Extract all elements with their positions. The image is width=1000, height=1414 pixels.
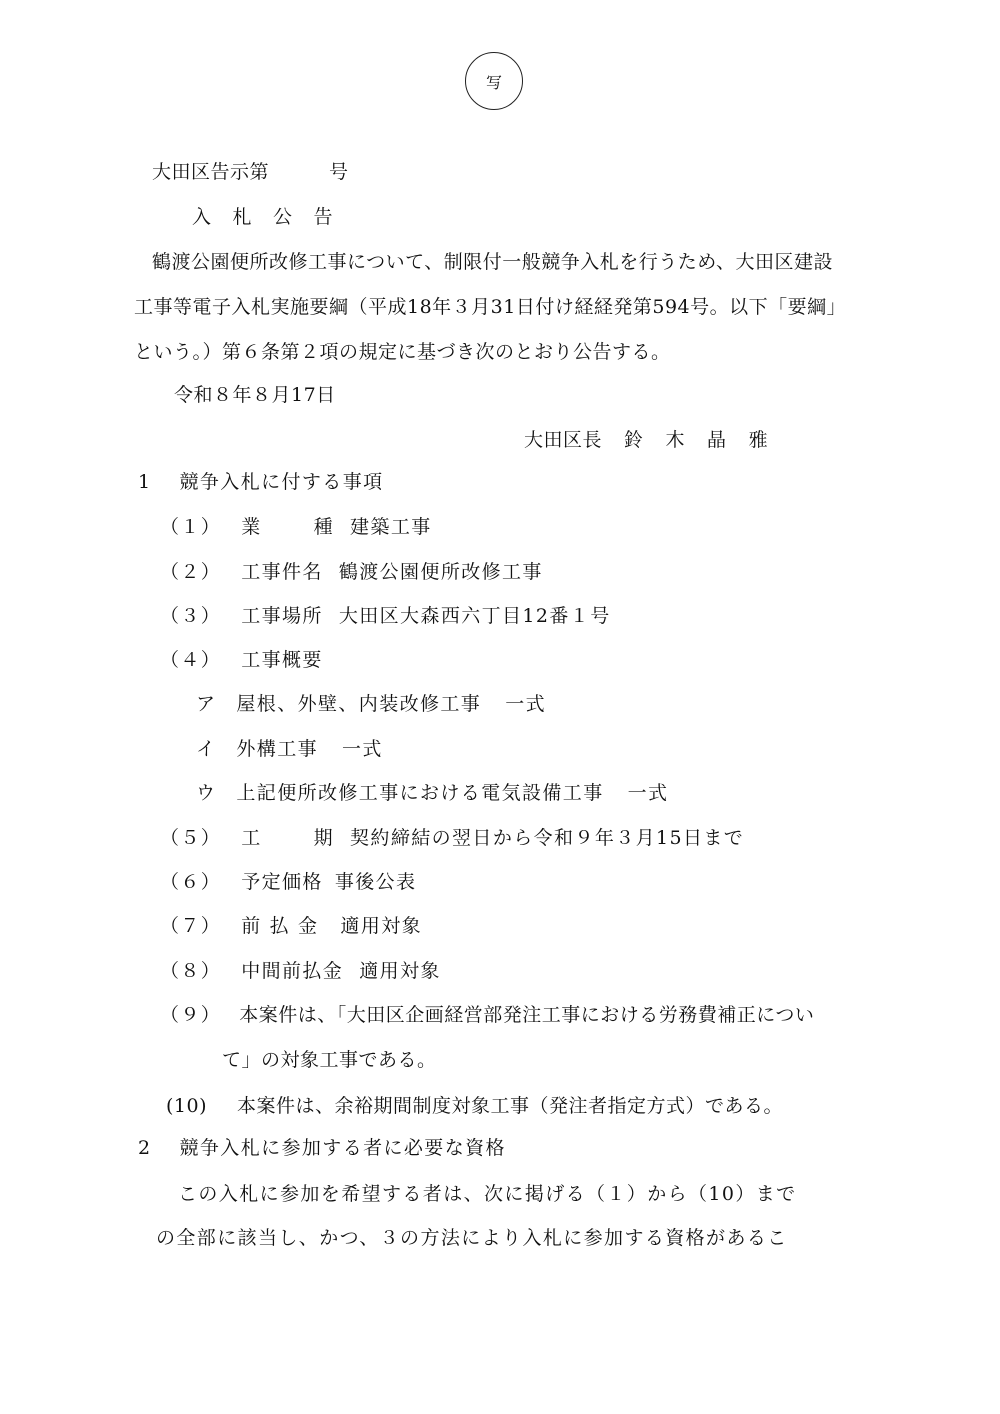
item-row [160, 870, 416, 894]
overview-item [196, 781, 668, 805]
section-1-heading [138, 470, 384, 494]
overview-qty: 一式 [627, 782, 669, 804]
item-value: 適用対象 [359, 960, 441, 982]
item-value: 建築工事 [350, 516, 432, 538]
item-row [160, 959, 441, 983]
overview-qty: 一式 [505, 693, 547, 715]
overview-text: 外構工事 [236, 738, 319, 760]
overview-item [196, 737, 383, 761]
item-text-continued: て」の対象工事である。 [222, 1049, 437, 1071]
item-label: 工 期 [241, 827, 335, 849]
item-label: 工事件名 [241, 561, 323, 583]
intro-line: という。）第６条第２項の規定に基づき次のとおり公告する。 [134, 341, 671, 363]
notice-number-prefix: 大田区告示第 [152, 161, 270, 183]
signatory-name-char: 雅 [748, 429, 769, 451]
notice-number [152, 160, 349, 184]
item-row [160, 648, 323, 672]
item-number: （８） [160, 960, 222, 982]
title-char: 札 [232, 206, 253, 228]
item-number: （１） [160, 516, 222, 538]
item-row [160, 515, 432, 539]
item-value: 大田区大森西六丁目12番１号 [338, 605, 611, 627]
item-value: 適用対象 [340, 915, 423, 937]
item-number: （４） [160, 649, 222, 671]
section-title: 競争入札に付する事項 [179, 471, 384, 493]
overview-mark: ア [196, 693, 217, 715]
title-char: 告 [313, 206, 334, 228]
item-label: 工事概要 [241, 649, 323, 671]
item-number: （７） [160, 915, 222, 937]
item-row [166, 1094, 783, 1118]
section-number: 1 [138, 471, 152, 493]
item-number: （３） [160, 605, 222, 627]
overview-qty: 一式 [342, 738, 383, 760]
item-row [160, 914, 422, 938]
item-text: 本案件は、余裕期間制度対象工事（発注者指定方式）である。 [237, 1095, 784, 1117]
signatory-title: 大田区長 [524, 429, 603, 451]
item-value: 鶴渡公園便所改修工事 [338, 561, 543, 583]
overview-mark: イ [196, 738, 217, 760]
item-number: （２） [160, 561, 222, 583]
title-char: 公 [273, 206, 293, 228]
section-2-heading [138, 1136, 506, 1160]
item-text: 本案件は、「大田区企画経営部発注工事における労務費補正につい [239, 1004, 815, 1026]
item-label: 前 払 金 [241, 915, 319, 937]
item-number: (10) [166, 1095, 208, 1117]
overview-text: 上記便所改修工事における電気設備工事 [236, 782, 604, 804]
item-value: 契約締結の翌日から令和９年３月15日まで [350, 827, 745, 849]
notice-date: 令和８年８月17日 [174, 384, 336, 406]
item-value: 事後公表 [334, 871, 417, 893]
item-row [160, 1003, 814, 1027]
copy-stamp: 写 [465, 52, 523, 110]
overview-mark: ウ [196, 782, 217, 804]
item-label: 中間前払金 [241, 960, 344, 982]
item-number: （９） [160, 1004, 222, 1026]
section-2-line: の全部に該当し、かつ、３の方法により入札に参加する資格があるこ [156, 1227, 788, 1249]
item-row [160, 604, 611, 628]
intro-line: 工事等電子入札実施要綱（平成18年３月31日付け経経発第594号。以下「要綱」 [134, 296, 847, 318]
signatory-name-char: 木 [665, 429, 686, 451]
signatory [524, 428, 768, 452]
overview-text: 屋根、外壁、内装改修工事 [236, 693, 482, 715]
intro-line: 鶴渡公園便所改修工事について、制限付一般競争入札を行うため、大田区建設 [152, 251, 833, 273]
overview-item [196, 692, 546, 716]
section-2-line: この入札に参加を希望する者は、次に掲げる（１）から（10）まで [178, 1183, 797, 1205]
item-label: 工事場所 [241, 605, 323, 627]
section-title: 競争入札に参加する者に必要な資格 [179, 1137, 506, 1159]
title-char: 入 [192, 206, 212, 228]
document-title [192, 205, 333, 229]
item-row [160, 560, 543, 584]
item-label: 業 種 [241, 516, 335, 538]
item-label: 予定価格 [241, 871, 323, 893]
item-number: （５） [160, 827, 222, 849]
signatory-name-char: 晶 [707, 429, 727, 451]
item-number: （６） [160, 871, 222, 893]
section-number: 2 [138, 1137, 152, 1159]
notice-number-suffix: 号 [329, 161, 349, 183]
item-row [160, 826, 744, 850]
signatory-name-char: 鈴 [624, 429, 644, 451]
